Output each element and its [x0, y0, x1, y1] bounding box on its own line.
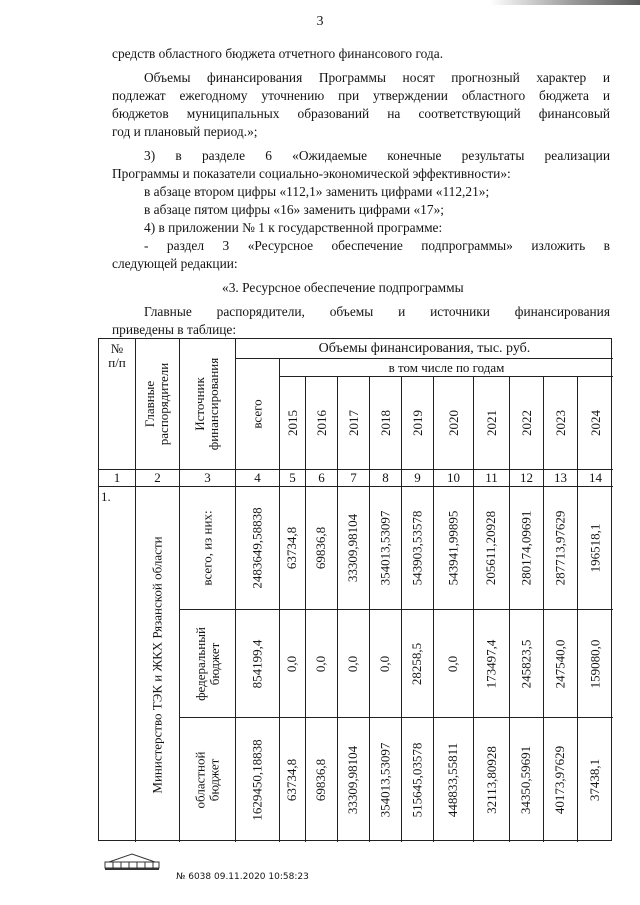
- value-cell: 33309,98104: [345, 513, 361, 583]
- value-cell: 63734,8: [284, 526, 300, 570]
- value-cell: 0,0: [377, 655, 393, 672]
- paragraph-7-line-2: следующей редакции:: [112, 256, 238, 271]
- year-2023: 2023: [552, 410, 568, 436]
- document-id: № 6038 09.11.2020 10:58:23: [176, 872, 309, 882]
- value-cell: 448833,55811: [445, 742, 461, 818]
- header-number: № п/п: [108, 341, 126, 370]
- col-number: 11: [485, 470, 498, 485]
- year-2018: 2018: [377, 410, 393, 436]
- building-stamp-icon: [103, 851, 161, 871]
- paragraph-2-line-3: бюджетов муниципальных образований на соответствующий финансовый: [112, 106, 610, 121]
- col-number: 4: [254, 470, 261, 485]
- year-2015: 2015: [284, 410, 300, 436]
- row-number: 1.: [101, 489, 111, 504]
- value-cell: 37438,1: [587, 758, 603, 802]
- value-cell: 2483649,58838: [249, 507, 265, 589]
- value-cell: 40173,97629: [552, 745, 568, 815]
- source-federal: федеральный бюджет: [192, 626, 222, 701]
- year-2021: 2021: [483, 410, 499, 436]
- value-cell: 515645,03578: [409, 742, 425, 818]
- col-number: 13: [554, 470, 567, 485]
- year-2017: 2017: [345, 410, 361, 436]
- value-cell: 543941,99895: [445, 510, 461, 586]
- col-number: 6: [318, 470, 325, 485]
- value-cell: 34350,59691: [518, 745, 534, 815]
- source-regional: областной бюджет: [192, 751, 222, 809]
- value-cell: 196518,1: [587, 523, 603, 573]
- paragraph-2-line-4: год и плановый период.»;: [112, 124, 258, 139]
- value-cell: 245823,5: [518, 639, 534, 688]
- year-2022: 2022: [518, 410, 534, 436]
- value-cell: 28258,5: [409, 642, 425, 685]
- year-2016: 2016: [313, 410, 329, 436]
- col-number: 8: [382, 470, 389, 485]
- col-number: 3: [204, 470, 211, 485]
- value-cell: 854199,4: [249, 639, 265, 688]
- header-volumes: Объемы финансирования, тыс. руб.: [318, 340, 531, 356]
- financing-table: [98, 338, 612, 841]
- value-cell: 32113,80928: [483, 746, 499, 814]
- value-cell: 159080,0: [587, 639, 603, 688]
- year-2024: 2024: [587, 410, 603, 436]
- paragraph-8-line-2: приведены в таблице:: [112, 322, 237, 337]
- year-2019: 2019: [409, 410, 425, 436]
- section-title: «3. Ресурсное обеспечение подпрограммы: [222, 280, 464, 295]
- paragraph-3-line-1: 3) в разделе 6 «Ожидаемые конечные результаты реализации: [144, 148, 610, 163]
- paragraph-3-line-2: Программы и показатели социально-экономической эффективности»:: [112, 166, 511, 181]
- value-cell: 287713,97629: [552, 510, 568, 586]
- value-cell: 63734,8: [284, 758, 300, 802]
- value-cell: 173497,4: [483, 639, 499, 688]
- value-cell: 205611,20928: [483, 510, 499, 586]
- col-number: 1: [113, 470, 121, 485]
- paragraph-8-line-1: Главные распорядители, объемы и источники финансирования: [144, 304, 610, 319]
- header-managers: Главные распорядители: [142, 362, 172, 446]
- value-cell: 0,0: [313, 655, 329, 672]
- paragraph-1: средств областного бюджета отчетного финансового года.: [112, 46, 444, 61]
- manager-name: Министерство ТЭК и ЖКХ Рязанской области: [149, 535, 165, 794]
- year-2020: 2020: [445, 410, 461, 436]
- header-total: всего: [249, 399, 265, 429]
- header-source: Источник финансирования: [192, 357, 222, 451]
- col-number: 14: [589, 470, 602, 485]
- paragraph-4: в абзаце втором цифры «112,1» заменить цифрами «112,21»;: [144, 184, 490, 199]
- value-cell: 280174,09691: [518, 510, 534, 586]
- value-cell: 0,0: [284, 655, 300, 672]
- col-number: 5: [289, 470, 296, 485]
- value-cell: 247540,0: [552, 639, 568, 688]
- value-cell: 1629450,18838: [249, 739, 265, 821]
- paragraph-2-line-1: Объемы финансирования Программы носят прогнозный характер и: [144, 70, 610, 85]
- paragraph-5: в абзаце пятом цифры «16» заменить цифрами «17»;: [144, 202, 444, 217]
- paragraph-2-line-2: подлежат ежегодному уточнению при утверждении областного бюджета и: [112, 88, 610, 103]
- value-cell: 69836,8: [313, 526, 329, 570]
- value-cell: 69836,8: [313, 758, 329, 802]
- value-cell: 354013,53097: [377, 742, 393, 818]
- col-number: 10: [447, 470, 460, 485]
- value-cell: 0,0: [445, 655, 461, 672]
- source-total: всего, из них:: [199, 510, 215, 586]
- col-number: 12: [520, 470, 533, 485]
- page-number: 3: [316, 14, 324, 29]
- scan-edge: [490, 0, 640, 5]
- value-cell: 0,0: [345, 655, 361, 672]
- paragraph-6: 4) в приложении № 1 к государственной программе:: [144, 220, 443, 235]
- value-cell: 33309,98104: [345, 745, 361, 815]
- value-cell: 354013,53097: [377, 510, 393, 586]
- col-number: 2: [154, 470, 161, 485]
- header-by-years: в том числе по годам: [388, 359, 505, 375]
- paragraph-7-line-1: - раздел 3 «Ресурсное обеспечение подпрограммы» изложить в: [144, 238, 610, 253]
- col-number: 7: [350, 470, 357, 485]
- col-number: 9: [414, 470, 421, 485]
- value-cell: 543903,53578: [409, 510, 425, 586]
